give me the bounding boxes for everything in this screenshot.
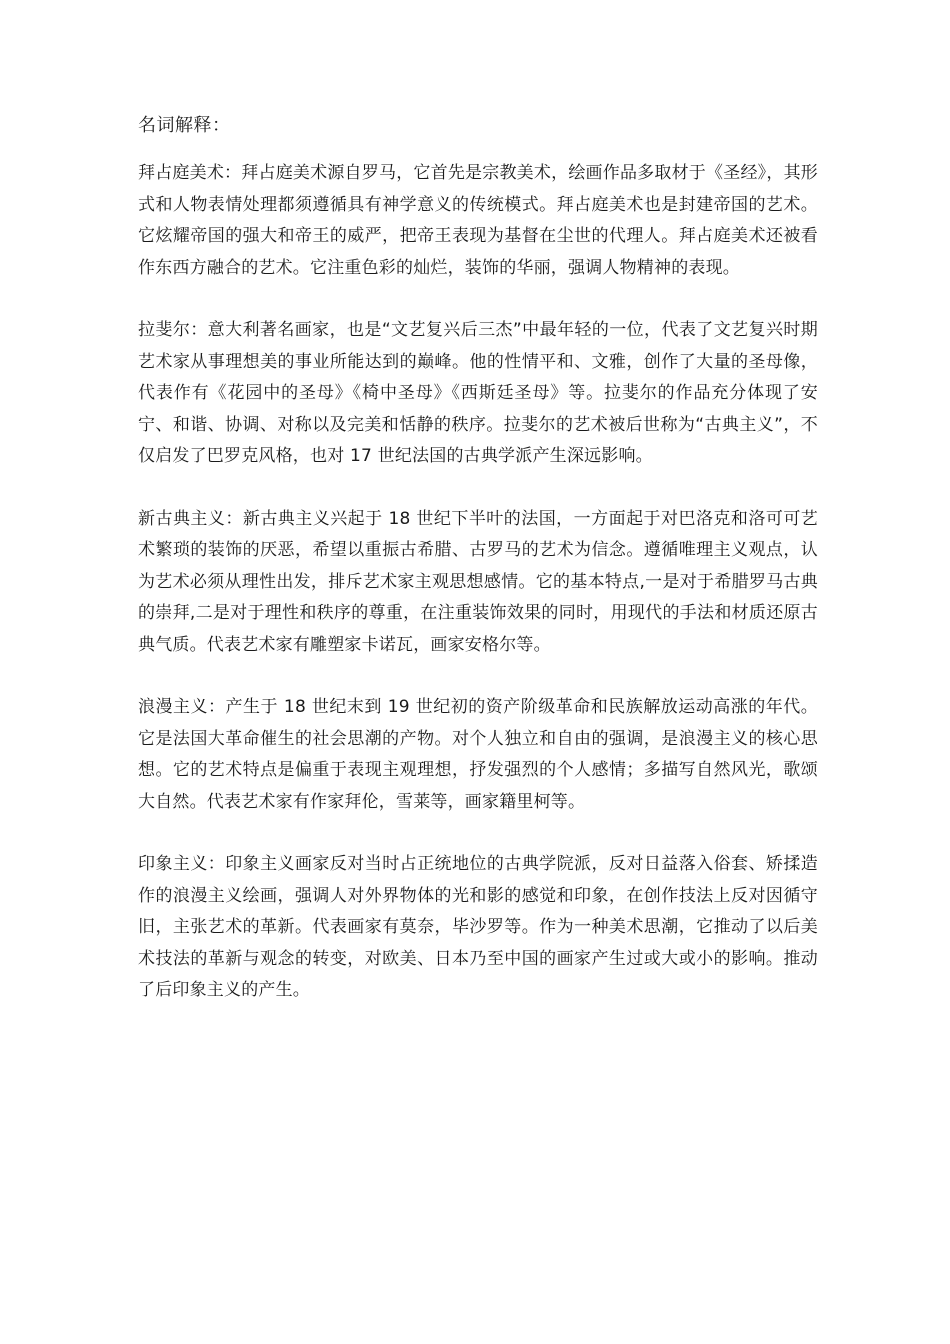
entry-definition: 新古典主义兴起于 18 世纪下半叶的法国，一方面起于对巴洛克和洛可可艺术繁琐的装饰的厌恶，希望以重振古希腊、古罗马的艺术为信念。遵循唯理主义观点，认为艺术必须从理性出发，排斥艺术家主观思想感情。它的基本特点,一是对于希腊罗马古典的崇拜,二是对于理性和秩序的尊重，在注重装饰效果的同时，用现代的手法和材质还原古典气质。代表艺术家有雕塑家卡诺瓦，画家安格尔等。	[138, 508, 818, 655]
entry-term: 浪漫主义：	[138, 697, 226, 717]
entry-neoclassicism	[138, 504, 818, 662]
entry-impressionism	[138, 849, 818, 1007]
entry-term: 拉斐尔：	[138, 320, 208, 340]
entry-definition: 意大利著名画家，也是“文艺复兴后三杰”中最年轻的一位，代表了文艺复兴时期艺术家从事理想美的事业所能达到的巅峰。他的性情平和、文雅，创作了大量的圣母像，代表作有《花园中的圣母》《椅中圣母》《西斯廷圣母》等。拉斐尔的作品充分体现了安宁、和谐、协调、对称以及完美和恬静的秩序。拉斐尔的艺术被后世称为“古典主义”，不仅启发了巴罗克风格，也对 17 世纪法国的古典学派产生深远影响。	[138, 320, 818, 466]
entry-term: 新古典主义：	[138, 508, 243, 529]
entry-definition: 产生于 18 世纪末到 19 世纪初的资产阶级革命和民族解放运动高涨的年代。它是法国大革命催生的社会思潮的产物。对个人独立和自由的强调，是浪漫主义的核心思想。它的艺术特点是偏重于表现主观理想，抒发强烈的个人感情；多描写自然风光，歌颂大自然。代表艺术家有作家拜伦，雪莱等，画家籍里柯等。	[138, 697, 818, 812]
entry-raphael	[138, 315, 818, 473]
document-heading: 名词解释：	[138, 115, 231, 136]
document-body	[138, 112, 818, 1038]
entry-byzantine-art	[138, 158, 818, 284]
entry-definition: 印象主义画家反对当时占正统地位的古典学院派，反对日益落入俗套、矫揉造作的浪漫主义绘画，强调人对外界物体的光和影的感觉和印象，在创作技法上反对因循守旧，主张艺术的革新。代表画家有莫奈，毕沙罗等。作为一种美术思潮，它推动了以后美术技法的革新与观念的转变，对欧美、日本乃至中国的画家产生过或大或小的影响。推动了后印象主义的产生。	[138, 854, 818, 1000]
entry-romanticism	[138, 692, 818, 818]
entry-term: 印象主义：	[138, 854, 226, 874]
entry-definition: 拜占庭美术源自罗马，它首先是宗教美术，绘画作品多取材于《圣经》，其形式和人物表情处理都须遵循具有神学意义的传统模式。拜占庭美术也是封建帝国的艺术。它炫耀帝国的强大和帝王的威严，把帝王表现为基督在尘世的代理人。拜占庭美术还被看作东西方融合的艺术。它注重色彩的灿烂，装饰的华丽，强调人物精神的表现。	[138, 163, 818, 278]
entry-term: 拜占庭美术：	[138, 163, 242, 183]
